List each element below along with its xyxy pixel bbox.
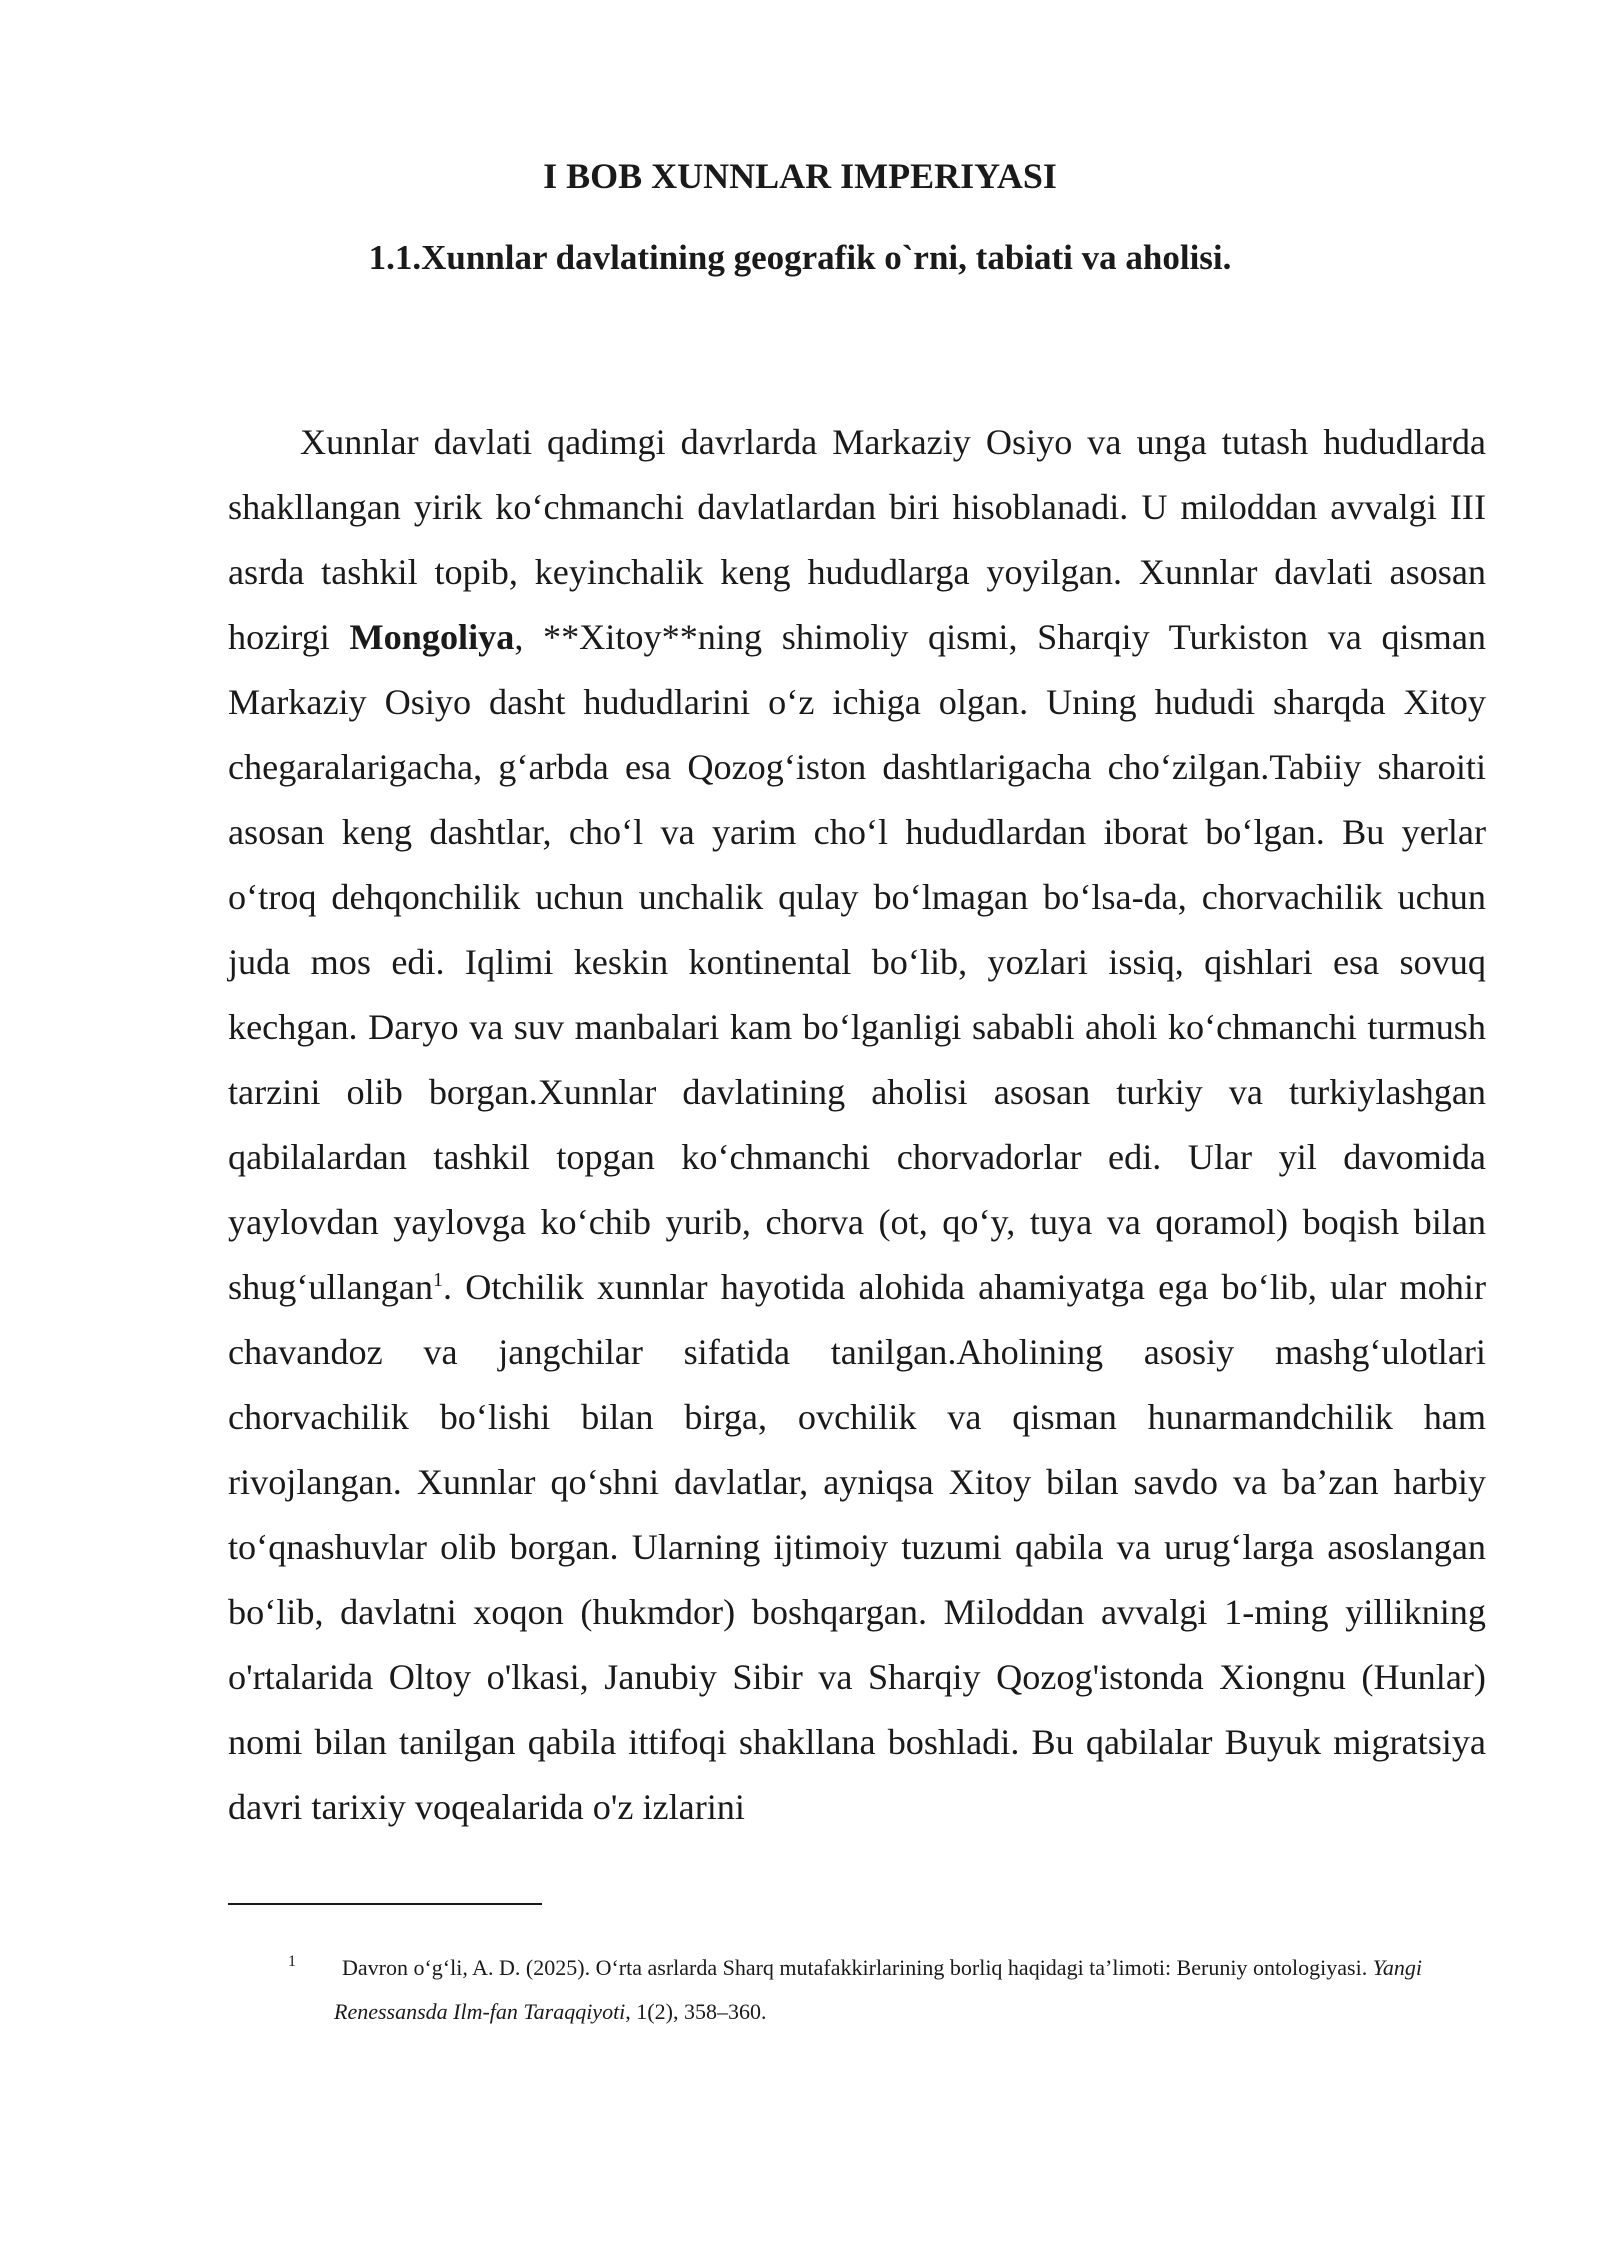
footnote-citation-end: , 1(2), 358–360. xyxy=(625,1999,767,2024)
body-paragraph xyxy=(228,410,1486,1840)
bold-term-mongoliya: Mongoliya xyxy=(349,617,515,657)
body-text-part-2: , **Xitoy**ning shimoliy qismi, Sharqiy Turkiston va qisman Markaziy Osiyo dasht hududlarini o‘z ichiga olgan. Uning hududi sharqda Xitoy chegaralarigacha, g‘arbda esa Qozog‘iston dashtlarigacha cho‘zilgan.Tabiiy sharoiti asosan keng dashtlar, cho‘l va yarim cho‘l hududlardan iborat bo‘lgan. Bu yerlar o‘troq dehqonchilik uchun unchalik qulay bo‘lmagan bo‘lsa-da, chorvachilik uchun juda mos edi. Iqlimi keskin kontinental bo‘lib, yozlari issiq, qishlari esa sovuq kechgan. Daryo va suv manbalari kam bo‘lganligi sababli aholi ko‘chmanchi turmush tarzini olib borgan.Xunnlar davlatining aholisi asosan turkiy va turkiylashgan qabilalardan tashkil topgan ko‘chmanchi chorvadorlar edi. Ular yil davomida yaylovdan yaylovga ko‘chib yurib, chorva (ot, qo‘y, tuya va qoramol) boqish bilan shug‘ullangan xyxy=(228,617,1486,1307)
body-text-part-3: . Otchilik xunnlar hayotida alohida ahamiyatga ega bo‘lib, ular mohir chavandoz va jangchilar sifatida tanilgan.Aholining asosiy mashg‘ulotlari chorvachilik bo‘lishi bilan birga, ovchilik va qisman hunarmandchilik ham rivojlangan. Xunnlar qo‘shni davlatlar, ayniqsa Xitoy bilan savdo va ba’zan harbiy to‘qnashuvlar olib borgan. Ularning ijtimoiy tuzumi qabila va urug‘larga asoslangan bo‘lib, davlatni xoqon (hukmdor) boshqargan. Miloddan avvalgi 1-ming yillikning o'rtalarida Oltoy o'lkasi, Janubiy Sibir va Sharqiy Qozog'istonda Xiongnu (Hunlar) nomi bilan tanilgan qabila ittifoqi shakllana boshladi. Bu qabilalar Buyuk migratsiya davri tarixiy voqealarida o'z izlarini xyxy=(228,1267,1486,1827)
footnote-text xyxy=(334,1946,1486,2034)
section-title: 1.1.Xunnlar davlatining geografik o`rni, tabiati va aholisi. xyxy=(368,238,1232,277)
footnote-citation: Davron o‘g‘li, A. D. (2025). O‘rta asrlarda Sharq mutafakkirlarining borliq haqidagi ta’limoti: Beruniy ontologiyasi. xyxy=(342,1955,1373,1980)
footnote-separator xyxy=(228,1903,542,1905)
footnote xyxy=(228,1946,1486,2034)
footnote-journal: Yangi Renessansda Ilm-fan Taraqqiyoti xyxy=(334,1955,1423,2024)
footnote-mark: 1 xyxy=(288,1953,296,1970)
footnote-reference[interactable]: 1 xyxy=(433,1268,444,1291)
chapter-title: I BOB XUNNLAR IMPERIYASI xyxy=(543,156,1057,196)
body-text-part-1: Xunnlar davlati qadimgi davrlarda Markaziy Osiyo va unga tutash hududlarda shakllangan yirik ko‘chmanchi davlatlardan biri hisoblanadi. U miloddan avvalgi III asrda tashkil topib, keyinchalik keng hududlarga yoyilgan. Xunnlar davlati asosan hozirgi xyxy=(228,422,1486,657)
